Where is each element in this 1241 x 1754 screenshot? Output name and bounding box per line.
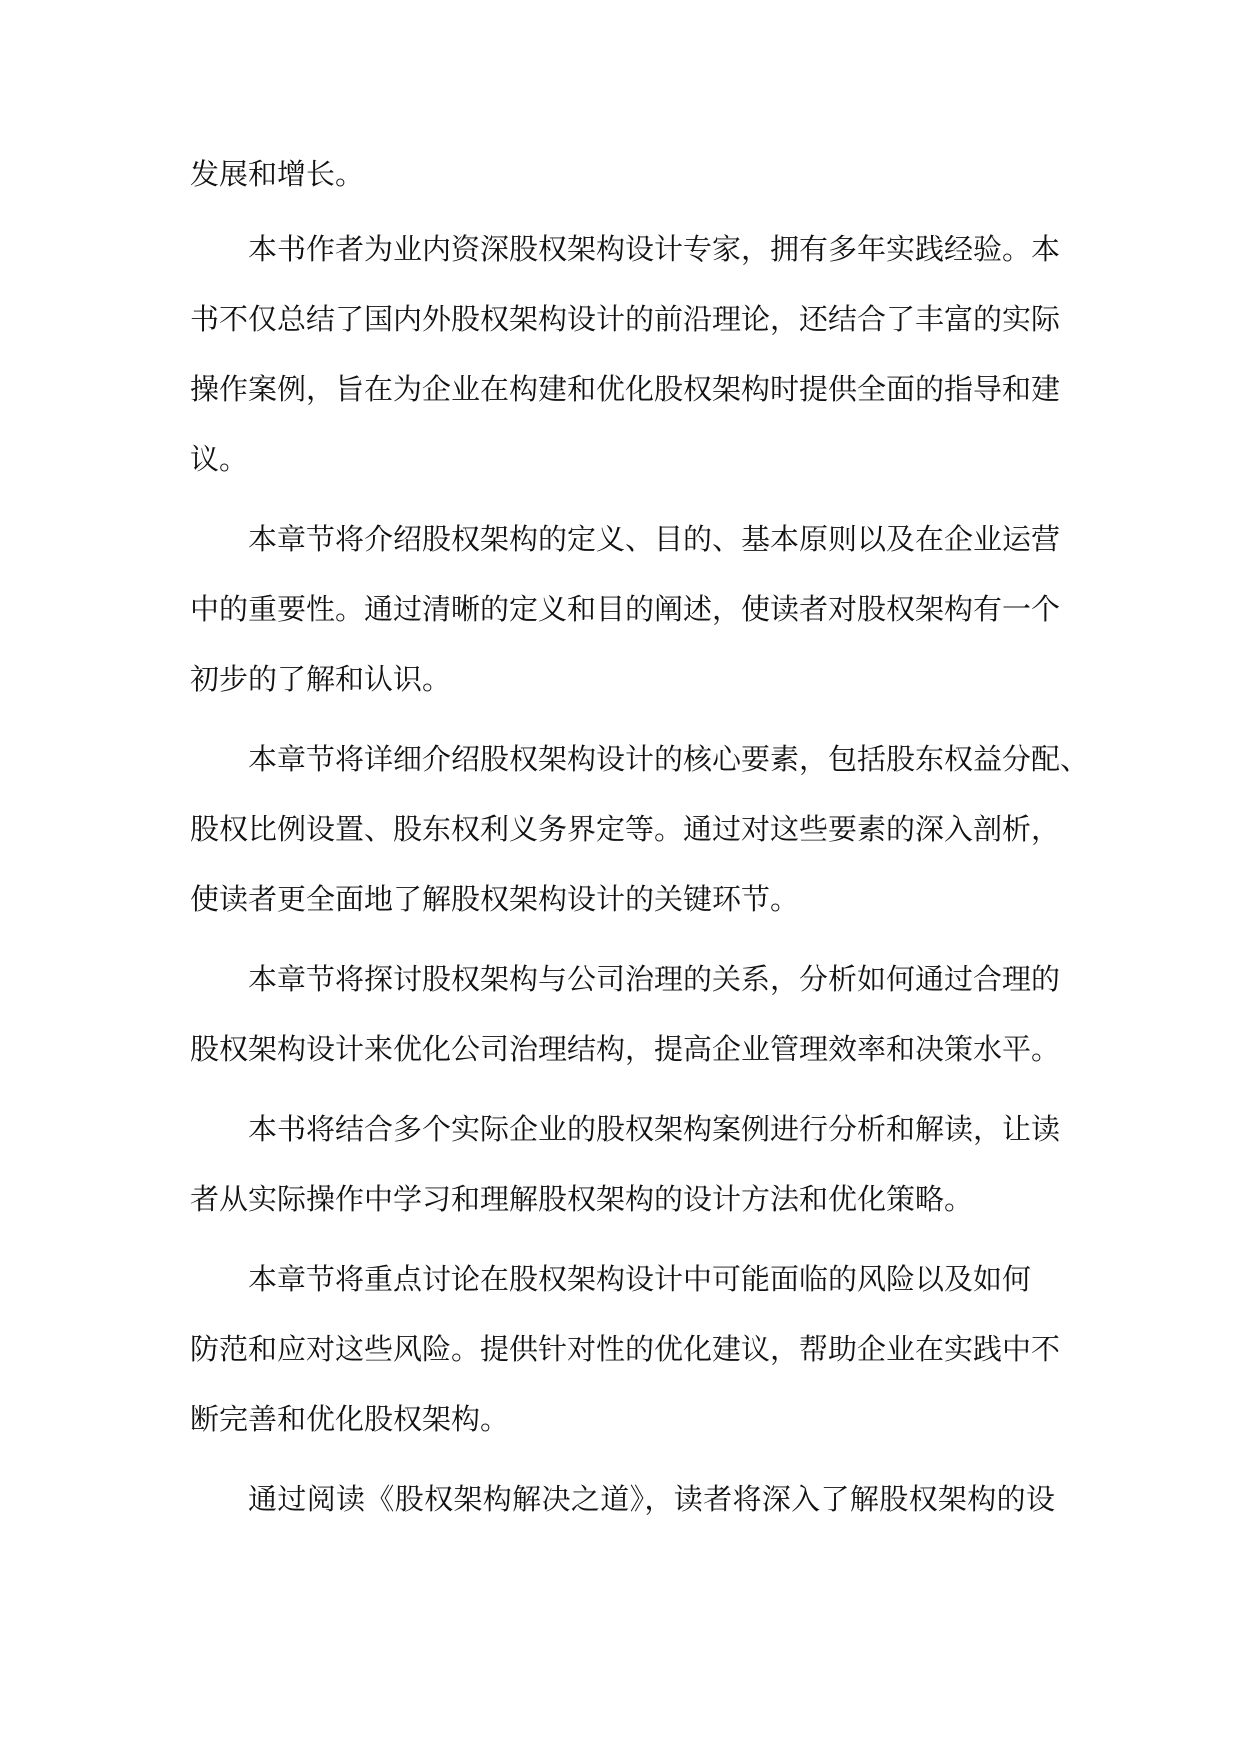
text-line: 股权架构设计来优化公司治理结构，提高企业管理效率和决策水平。 (190, 1032, 1061, 1066)
text-line: 初步的了解和认识。 (190, 662, 452, 696)
text-line: 本章节将详细介绍股权架构设计的核心要素，包括股东权益分配、 (248, 742, 1090, 776)
text-line: 本章节将介绍股权架构的定义、目的、基本原则以及在企业运营 (248, 522, 1061, 556)
text-line: 书不仅总结了国内外股权架构设计的前沿理论，还结合了丰富的实际 (190, 302, 1061, 336)
text-line: 中的重要性。通过清晰的定义和目的阐述，使读者对股权架构有一个 (190, 592, 1061, 626)
text-line: 使读者更全面地了解股权架构设计的关键环节。 (190, 882, 800, 916)
text-line: 本书将结合多个实际企业的股权架构案例进行分析和解读，让读 (248, 1112, 1061, 1146)
text-line: 本章节将重点讨论在股权架构设计中可能面临的风险以及如何 (248, 1262, 1032, 1296)
text-line: 议。 (190, 442, 249, 476)
text-line: 操作案例，旨在为企业在构建和优化股权架构时提供全面的指导和建 (190, 372, 1061, 406)
text-line: 本章节将探讨股权架构与公司治理的关系，分析如何通过合理的 (248, 962, 1061, 996)
text-line: 本书作者为业内资深股权架构设计专家，拥有多年实践经验。本 (248, 232, 1061, 266)
text-line: 通过阅读《股权架构解决之道》，读者将深入了解股权架构的设 (248, 1482, 1055, 1516)
text-line: 防范和应对这些风险。提供针对性的优化建议，帮助企业在实践中不 (190, 1332, 1061, 1366)
text-line: 发展和增长。 (190, 157, 365, 191)
text-line: 股权比例设置、股东权利义务界定等。通过对这些要素的深入剖析， (190, 812, 1061, 846)
text-line: 者从实际操作中学习和理解股权架构的设计方法和优化策略。 (190, 1182, 974, 1216)
text-line: 断完善和优化股权架构。 (190, 1402, 510, 1436)
